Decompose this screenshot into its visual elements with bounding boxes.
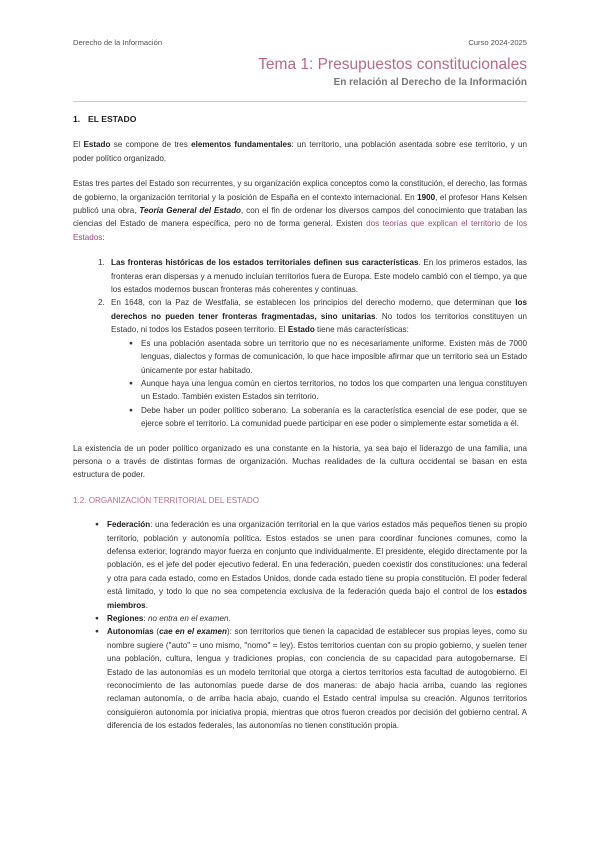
subsection-heading: 1.2. ORGANIZACIÓN TERRITORIAL DEL ESTADO xyxy=(73,495,260,505)
list-item: ● Aunque haya una lengua común en ciertos territorios, no todos los que comparten una lengua constituyen un Estado. También existen Estados sin territorio. xyxy=(141,377,527,404)
document-body xyxy=(73,113,527,733)
header-course-name: Derecho de la Información xyxy=(73,38,163,47)
paragraph-kelsen: Estas tres partes del Estado son recurrentes, y su organización explica conceptos como la constitución, el derecho, las formas de gobierno, la organización territorial y la posición de España en el contexto internacional. En 1900, el profesor Hans Kelsen publicó una obra, Teoría General del Estado, con el fin de ordenar los diversos campos del conocimiento que trataban las ciencias del Estado de manera específica, pero no de forma general. Existen dos teorías que explican el territorio de los Estados: xyxy=(73,179,527,242)
list-item: ● Es una población asentada sobre un territorio que no es necesariamente uniforme. Existen más de 7000 lenguas, dialectos y formas de comunicación, lo que hace imposible afirmar que un territorio sea un Estado únicamente por estar habitado. xyxy=(141,337,527,377)
page-title: Tema 1: Presupuestos constitucionales xyxy=(258,56,527,73)
section-title: EL ESTADO xyxy=(88,114,137,124)
list-item: 2. En 1648, con la Paz de Westfalia, se establecen los principios del derecho moderno, que determinan que los derechos no pueden tener fronteras fragmentadas, sino unitarias. No todos los territorios constituyen un Estado, ni todos los Estados poseen territorio. El Estado tiene más características: ● Es una población asentada sobre un territorio que no es necesariamente uniforme. Existen más de 7000 lenguas, dialectos y formas de comunicación, lo que hace imposible afirmar que un territorio sea un Estado únicamente por estar habitado. ● Aunque haya una lengua común en ciertos territorios, no todos los que comparten una lengua constituyen un Estado. También existen Estados sin territorio. ● Debe haber un poder político soberano. La soberanía es la característica esencial de ese poder, que se ejerce sobre el territorio. La comunidad puede participar en ese poder o simplemente estar sometida a él. xyxy=(107,296,527,430)
estado-characteristics-list xyxy=(111,337,527,431)
list-item-autonomias: ● Autonomías (cae en el examen): son territorios que tienen la capacidad de establecer sus propias leyes, como su nombre sugiere ("auto" = uno mismo, "nomo" = ley). Estos territorios cuentan con su propio gobierno, y suelen tener una población, cultura, lengua y tradiciones propias, con conciencia de su capacidad para autogobernarse. El Estado de las autonomías es un modelo territorial que otorga a ciertos territorios esta facultad de autogobierno. El reconocimiento de las autonomías puede darse de dos maneras: de abajo hacia arriba, cuando las regiones reclaman autonomía, o de arriba hacia abajo, cuando el Estado central impulsa su creación. Algunos territorios consiguieron autonomía por iniciativa propia, mientras que otros fueron creados por decisión del gobierno central. A diferencia de los estados federales, las autonomías no tienen constitución propia. xyxy=(107,625,527,732)
section-heading xyxy=(73,113,527,126)
header-divider xyxy=(73,101,527,102)
list-item-regiones: ● Regiones: no entra en el examen. xyxy=(107,612,527,625)
paragraph-poder-politico: La existencia de un poder político organizado es una constante en la historia, ya sea bajo el liderazgo de una familia, una persona o a través de distintas formas de organización. Muchas realidades de la cultura occidental se basan en esta estructura de poder. xyxy=(73,443,527,480)
territorial-organization-list xyxy=(73,518,527,733)
list-item: ● Debe haber un poder político soberano. La soberanía es la característica esencial de ese poder, que se ejerce sobre el territorio. La comunidad puede participar en ese poder o simplemente estar sometida a él. xyxy=(141,404,527,431)
page-subtitle: En relación al Derecho de la Información xyxy=(333,77,527,88)
list-item: 1. Las fronteras históricas de los estados territoriales definen sus características. En los primeros estados, las fronteras eran dispersas y a menudo incluían territorios fuera de Europa. Este modelo cambió con el tiempo, ya que los estados modernos buscan fronteras más coherentes y continuas. xyxy=(107,256,527,296)
header-academic-year: Curso 2024-2025 xyxy=(468,38,527,47)
theories-list xyxy=(73,256,527,430)
paragraph-estado-definition: El Estado se compone de tres elementos fundamentales: un territorio, una población asentada sobre ese territorio, y un poder político organizado. xyxy=(73,140,527,163)
section-number: 1. xyxy=(73,114,81,124)
list-item-federacion: ● Federación: una federación es una organización territorial en la que varios estados más pequeños tienen su propio territorio, población y autonomía política. Estos estados se unen para coordinar funciones comunes, como la defensa exterior, logrando mayor fuerza en conjunto que individualmente. El presidente, elegido directamente por la población, es el jefe del poder ejecutivo federal. En una federación, pueden coexistir dos constituciones: una federal y otra para cada estado, como en Estados Unidos, donde cada estado tiene su propia constitución. El poder federal está limitado, y todo lo que no sea competencia exclusiva de la federación queda bajo el control de los estados miembros. xyxy=(107,518,527,612)
